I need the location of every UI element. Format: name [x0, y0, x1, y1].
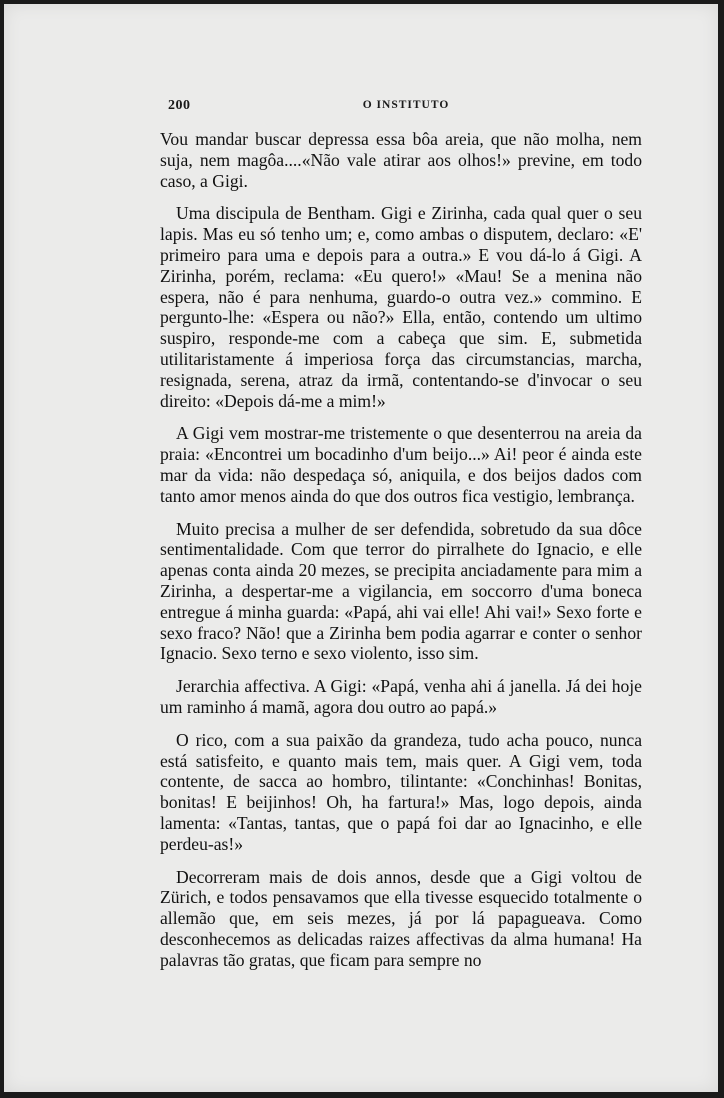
paragraph-1: Vou mandar buscar depressa essa bôa areia, que não molha, nem suja, nem magôa....«Não vale atirar aos olhos!» previne, em todo caso, a Gigi. [160, 129, 642, 191]
paragraph-2: Uma discipula de Bentham. Gigi e Zirinha, cada qual quer o seu lapis. Mas eu só tenho um; e, como ambas o disputem, declaro: «E' primeiro para uma e depois para a outra.» E vou dá-lo á Gigi. A Zirinha, porém, reclama: «Eu quero!» «Mau! Se a menina não espera, não é para nenhuma, guardo-o outra vez.» commino. E pergunto-lhe: «Espera ou não?» Ella, então, contendo um ultimo suspiro, responde-me com a cabeça que sim. E, submetida utilitaristamente á imperiosa força das circumstancias, marcha, resignada, serena, atraz da irmã, contentando-se d'invocar o seu direito: «Depois dá-me a mim!» [160, 203, 642, 411]
paragraph-4: Muito precisa a mulher de ser defendida, sobretudo da sua dôce sentimentalidade. Com que terror do pirralhete do Ignacio, e elle apenas conta ainda 20 mezes, se precipita anciadamente para mim a Zirinha, a despertar-me a vigilancia, em soccorro d'uma boneca entregue á minha guarda: «Papá, ahi vai elle! Ahi vai!» Sexo forte e sexo fraco? Não! que a Zirinha bem podia agarrar e conter o senhor Ignacio. Sexo terno e sexo violento, isso sim. [160, 518, 642, 664]
page-number: 200 [168, 98, 191, 113]
page-header [168, 98, 644, 118]
body-text [160, 129, 642, 970]
running-head: O INSTITUTO [362, 99, 450, 111]
paragraph-5: Jerarchia affectiva. A Gigi: «Papá, venha ahi á janella. Já dei hoje um raminho á mamã, agora dou outro ao papá.» [160, 676, 642, 717]
paragraph-3: A Gigi vem mostrar-me tristemente o que desenterrou na areia da praia: «Encontrei um bocadinho d'um beijo...» Ai! peor é ainda este mar da vida: não despedaça só, aniquila, e dos beijos dados com tanto amor menos ainda do que dos outros fica vestigio, lembrança. [160, 423, 642, 506]
paragraph-7: Decorreram mais de dois annos, desde que a Gigi voltou de Zürich, e todos pensavamos que ella tivesse esquecido totalmente o allemão que, em seis mezes, já por lá papagueava. Como desconhecemos as delicadas raizes affectivas da alma humana! Ha palavras tão gratas, que ficam para sempre no [160, 866, 642, 970]
paragraph-6: O rico, com a sua paixão da grandeza, tudo acha pouco, nunca está satisfeito, e quanto mais tem, mais quer. A Gigi vem, toda contente, de sacca ao hombro, tilintante: «Conchinhas! Bonitas, bonitas! E beijinhos! Oh, ha fartura!» Mas, logo depois, ainda lamenta: «Tantas, tantas, que o papá foi dar ao Ignacinho, e elle perdeu-as!» [160, 729, 642, 854]
